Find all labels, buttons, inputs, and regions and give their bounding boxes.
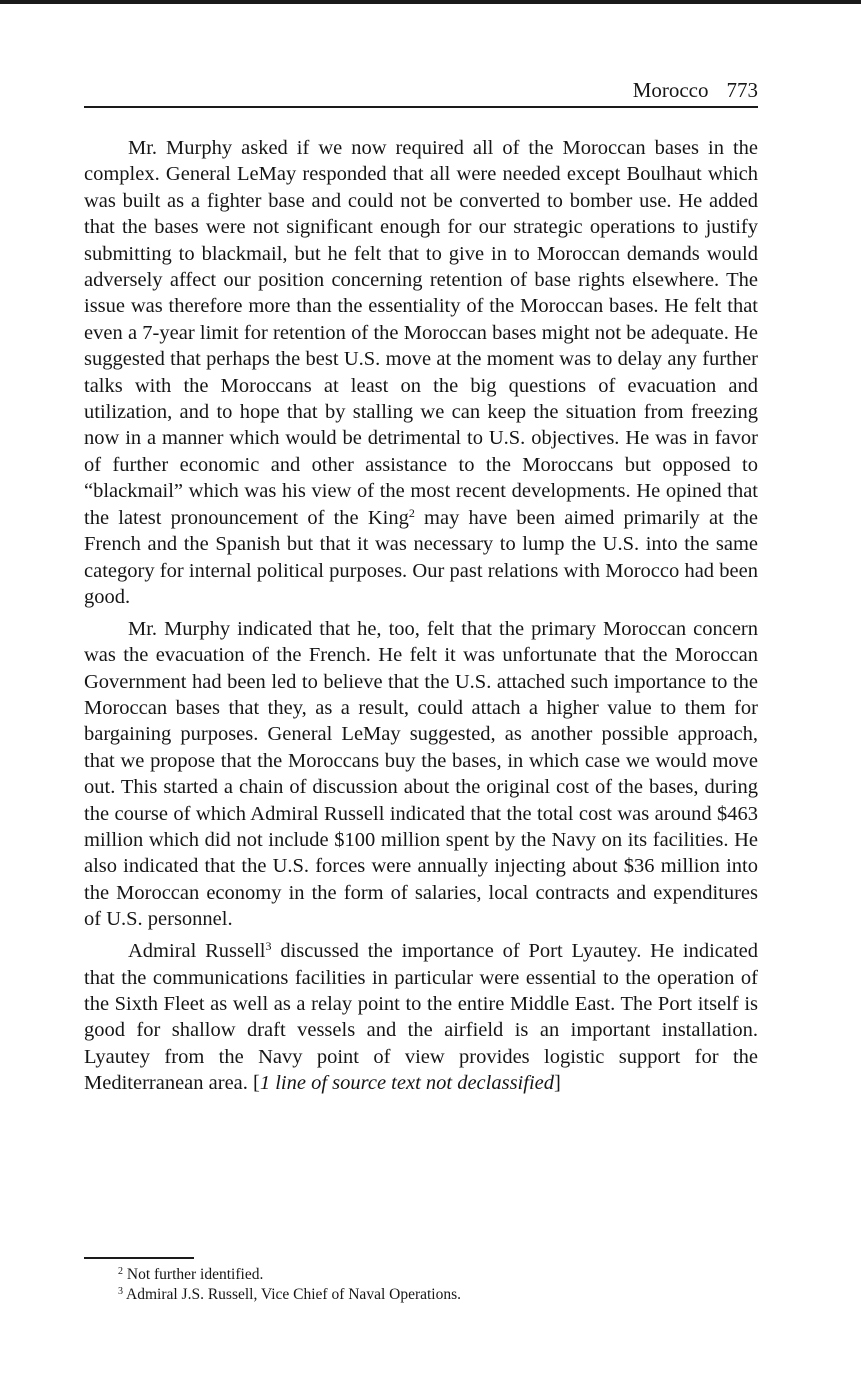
paragraph-3-text: discussed the importance of Port Lyautey. He indicated that the communications facilities in particular were essential to the operation of the Sixth Fleet as well as a relay point to the entire Middle East. The Port itself is good for shallow draft vessels and the airfield is an important installation. Lyautey from the Navy point of view provides logistic support for the Mediterranean area. [ — [84, 940, 759, 1095]
header-title: Morocco — [632, 78, 709, 102]
paragraph-2: Mr. Murphy indicated that he, too, felt that the primary Moroccan concern was the evacuation of the French. He felt it was unfortunate that the Moroccan Government had been led to believe that the U.S. attached such importance to the Moroccan bases that they, as a result, could attach a higher value to them for bargaining purposes. General LeMay suggested, as another possible approach, that we propose that the Moroccans buy the bases, in which case we would move out. This started a chain of discussion about the original cost of the bases, during the course of which Admiral Russell indicated that the total cost was around $463 million which did not include $100 million spent by the Navy on its facilities. He also indicated that the U.S. forces were annually injecting about $36 million into the Moroccan economy in the form of salaries, local contracts and expenditures of U.S. personnel. — [84, 617, 758, 931]
paragraph-1-text: Mr. Murphy asked if we now required all of the Moroccan bases in the complex. General LeMay responded that all were needed except Boulhaut which was built as a fighter base and could not be converted to bomber use. He added that the bases were not significant enough for our strategic operations to justify submitting to blackmail, but he felt that to give in to Moroccan demands would adversely affect our position concerning retention of base rights elsewhere. The issue was therefore more than the essentiality of the Moroccan bases. He felt that even a 7-year limit for retention of the Moroccan bases might not be adequate. He suggested that perhaps the best U.S. move at the moment was to delay any further talks with the Moroccans at least on the big questions of evacuation and utilization, and to hope that by stalling we can keep the situation from freezing now in a manner which would be detrimental to U.S. objectives. He was in favor of further economic and other assistance to the Moroccans but opposed to “blackmail” which was his view of the most recent developments. He opined that the latest pronouncement of the King — [84, 137, 758, 529]
paragraph-1 — [84, 135, 758, 610]
footnotes — [118, 1265, 758, 1305]
footnote-ref-3: 3 — [265, 939, 272, 954]
footnote-text: Not further identified. — [123, 1266, 264, 1283]
footnote-number: 3 — [118, 1286, 123, 1297]
paragraph-3-start: Admiral Russell — [128, 940, 266, 963]
page-number: 773 — [726, 78, 758, 102]
document-body — [84, 135, 758, 1102]
paragraph-3 — [84, 938, 758, 1096]
footnote-number: 2 — [118, 1266, 123, 1277]
footnote-text: Admiral J.S. Russell, Vice Chief of Naval Operations. — [123, 1286, 462, 1303]
running-header — [84, 76, 758, 108]
scan-top-border — [0, 0, 861, 4]
paragraph-3-end: ] — [554, 1072, 561, 1095]
redaction-note: 1 line of source text not declassified — [259, 1072, 554, 1095]
paragraph-1-tail: may have been aimed primarily at the French and the Spanish but that it was necessary to lump the U.S. into the same category for internal political purposes. Our past relations with Morocco had been good. — [84, 506, 758, 608]
footnote-divider — [84, 1257, 194, 1259]
footnote-3 — [118, 1285, 758, 1305]
footnote-ref-2: 2 — [408, 505, 415, 520]
footnote-2 — [118, 1265, 758, 1285]
